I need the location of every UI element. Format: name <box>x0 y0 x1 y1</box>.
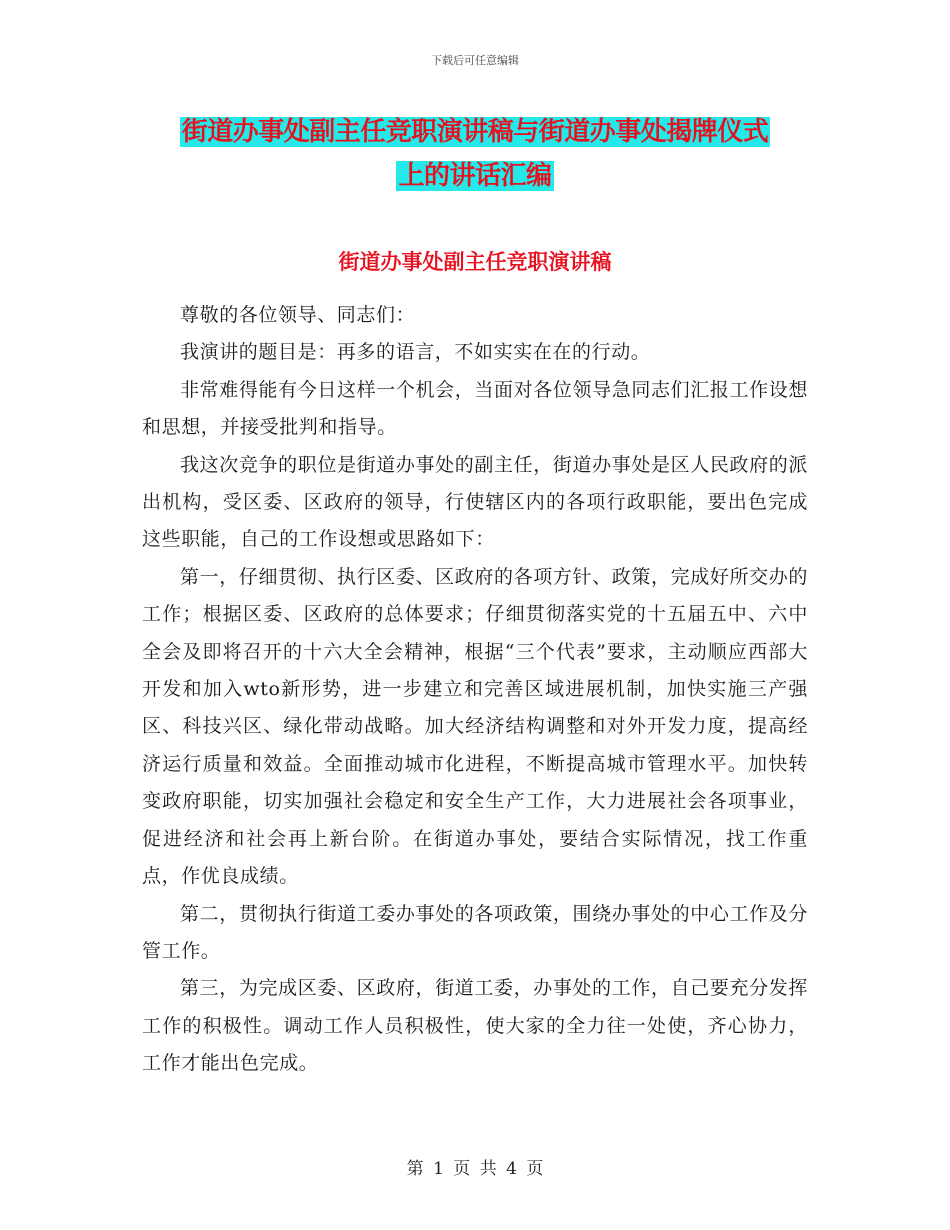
paragraph: 非常难得能有今日这样一个机会，当面对各位领导急同志们汇报工作设想和思想，并接受批判和指导。 <box>142 378 808 439</box>
paragraph: 我这次竞争的职位是街道办事处的副主任，街道办事处是区人民政府的派出机构，受区委、区政府的领导，行使辖区内的各项行政职能，要出色完成这些职能，自己的工作设想或思路如下： <box>142 453 808 551</box>
page-header: 下载后可任意编辑 <box>431 54 519 67</box>
body-text <box>142 297 808 1083</box>
paragraph-salutation: 尊敬的各位领导、同志们： <box>180 304 416 326</box>
paragraph: 第三，为完成区委、区政府，街道工委，办事处的工作，自己要充分发挥工作的积极性。调动工作人员积极性，使大家的全力往一处使，齐心协力，工作才能出色完成。 <box>142 977 808 1075</box>
paragraph: 第二，贯彻执行街道工委办事处的各项政策，围绕办事处的中心工作及分管工作。 <box>142 902 808 962</box>
page-number-footer: 第 1 页 共 4 页 <box>406 1159 544 1179</box>
paragraph: 第一，仔细贯彻、执行区委、区政府的各项方针、政策，完成好所交办的工作；根据区委、区政府的总体要求；仔细贯彻落实党的十五届五中、六中全会及即将召开的十六大全会精神，根据“三个代表”要求，主动顺应西部大开发和加入wto新形势，进一步建立和完善区域进展机制，加快实施三产强区、科技兴区、绿化带动战略。加大经济结构调整和对外开发力度，提高经济运行质量和效益。全面推动城市化进程，不断提高城市管理水平。加快转变政府职能，切实加强社会稳定和安全生产工作，大力进展社会各项事业，促进经济和社会再上新台阶。在街道办事处，要结合实际情况，找工作重点，作优良成绩。 <box>142 565 808 888</box>
document-title <box>150 110 800 198</box>
title-line-2: 上的讲话汇编 <box>398 161 552 191</box>
paragraph: 我演讲的题目是：再多的语言，不如实实在在的行动。 <box>180 341 651 364</box>
title-line-1: 街道办事处副主任竞职演讲稿与街道办事处揭牌仪式 <box>181 117 769 147</box>
section-title: 街道办事处副主任竞职演讲稿 <box>338 250 612 274</box>
